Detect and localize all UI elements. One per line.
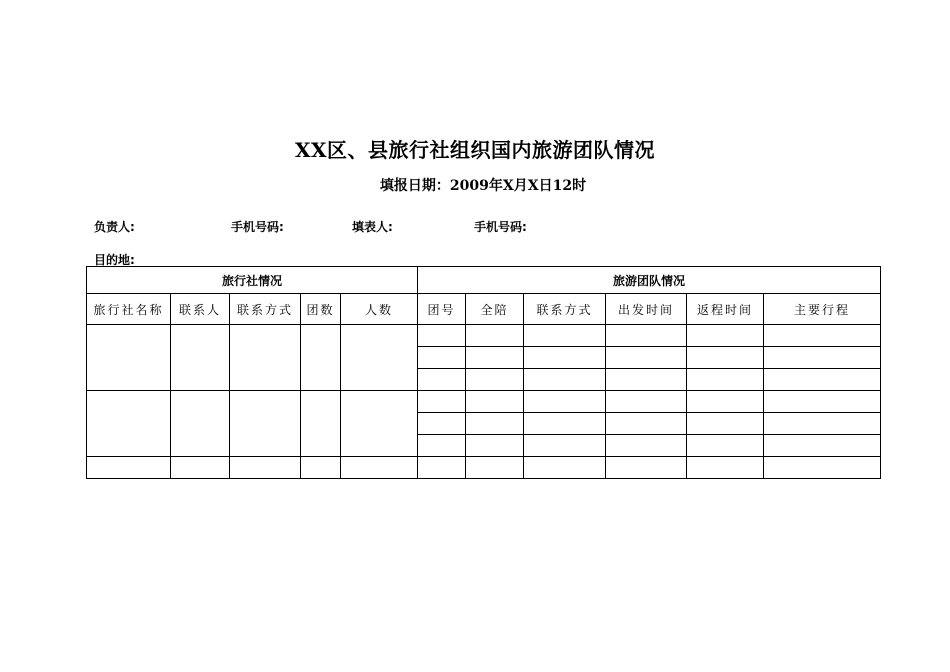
col-itinerary: 主要行程 — [764, 294, 881, 325]
table-cell[interactable] — [87, 325, 171, 391]
table-cell[interactable] — [687, 457, 764, 479]
table-cell[interactable] — [687, 325, 764, 347]
document-title: XX区、县旅行社组织国内旅游团队情况 — [294, 138, 656, 162]
table-row — [87, 325, 881, 347]
table-cell[interactable] — [606, 325, 687, 347]
table-cell[interactable] — [87, 391, 171, 457]
table-cell[interactable] — [341, 325, 418, 391]
table-cell[interactable] — [764, 347, 881, 369]
table-cell[interactable] — [764, 325, 881, 347]
table-cell[interactable] — [606, 413, 687, 435]
table-cell[interactable] — [687, 391, 764, 413]
table-cell[interactable] — [687, 413, 764, 435]
table-cell[interactable] — [524, 435, 606, 457]
section-agency: 旅行社情况 — [87, 267, 418, 294]
table-cell[interactable] — [301, 391, 341, 457]
table-cell[interactable] — [687, 369, 764, 391]
table-cell[interactable] — [606, 369, 687, 391]
table-cell[interactable] — [524, 413, 606, 435]
table-cell[interactable] — [466, 435, 524, 457]
table-cell[interactable] — [524, 369, 606, 391]
table-cell[interactable] — [418, 347, 466, 369]
table-cell[interactable] — [764, 369, 881, 391]
col-departure-time: 出发时间 — [606, 294, 687, 325]
table-cell[interactable] — [418, 457, 466, 479]
table-cell[interactable] — [171, 325, 230, 391]
table-cell[interactable] — [418, 325, 466, 347]
table-cell[interactable] — [687, 435, 764, 457]
col-agency-contact: 联系方式 — [230, 294, 301, 325]
table-cell[interactable] — [466, 369, 524, 391]
col-group-contact: 联系方式 — [524, 294, 606, 325]
section-group: 旅游团队情况 — [418, 267, 881, 294]
table-cell[interactable] — [230, 391, 301, 457]
table-cell[interactable] — [524, 347, 606, 369]
group-report-table — [86, 266, 881, 479]
filler-label: 填表人: — [352, 220, 393, 234]
col-people-count: 人数 — [341, 294, 418, 325]
mobile-label-2: 手机号码: — [474, 220, 527, 234]
table-cell[interactable] — [687, 347, 764, 369]
table-cell[interactable] — [606, 435, 687, 457]
table-cell[interactable] — [466, 325, 524, 347]
fill-date: 填报日期：2009年X月X日12时 — [379, 178, 587, 194]
table-cell[interactable] — [87, 457, 171, 479]
table-cell[interactable] — [524, 457, 606, 479]
col-tour-escort: 全陪 — [466, 294, 524, 325]
table-cell[interactable] — [171, 391, 230, 457]
table-cell[interactable] — [466, 391, 524, 413]
col-agency-name: 旅行社名称 — [87, 294, 171, 325]
table-cell[interactable] — [606, 391, 687, 413]
table-cell[interactable] — [606, 347, 687, 369]
table-cell[interactable] — [418, 391, 466, 413]
table-cell[interactable] — [230, 457, 301, 479]
table-cell[interactable] — [524, 391, 606, 413]
table-cell[interactable] — [171, 457, 230, 479]
table-cell[interactable] — [341, 457, 418, 479]
table-cell[interactable] — [230, 325, 301, 391]
table-cell[interactable] — [606, 457, 687, 479]
table-cell[interactable] — [341, 391, 418, 457]
table-cell[interactable] — [301, 325, 341, 391]
table-cell[interactable] — [466, 347, 524, 369]
col-return-time: 返程时间 — [687, 294, 764, 325]
section-header-row — [87, 267, 881, 294]
table-cell[interactable] — [764, 413, 881, 435]
table-cell[interactable] — [764, 435, 881, 457]
destination-label: 目的地: — [94, 253, 135, 267]
mobile-label-1: 手机号码: — [231, 220, 284, 234]
table-cell[interactable] — [418, 413, 466, 435]
table-cell[interactable] — [418, 435, 466, 457]
col-group-count: 团数 — [301, 294, 341, 325]
table-cell[interactable] — [301, 457, 341, 479]
col-contact-person: 联系人 — [171, 294, 230, 325]
col-group-number: 团号 — [418, 294, 466, 325]
table-row — [87, 457, 881, 479]
table-row — [87, 391, 881, 413]
column-header-row — [87, 294, 881, 325]
table-cell[interactable] — [466, 457, 524, 479]
table-cell[interactable] — [764, 457, 881, 479]
table-cell[interactable] — [764, 391, 881, 413]
table-cell[interactable] — [418, 369, 466, 391]
person-in-charge-label: 负责人: — [94, 220, 135, 234]
table-cell[interactable] — [466, 413, 524, 435]
table-cell[interactable] — [524, 325, 606, 347]
